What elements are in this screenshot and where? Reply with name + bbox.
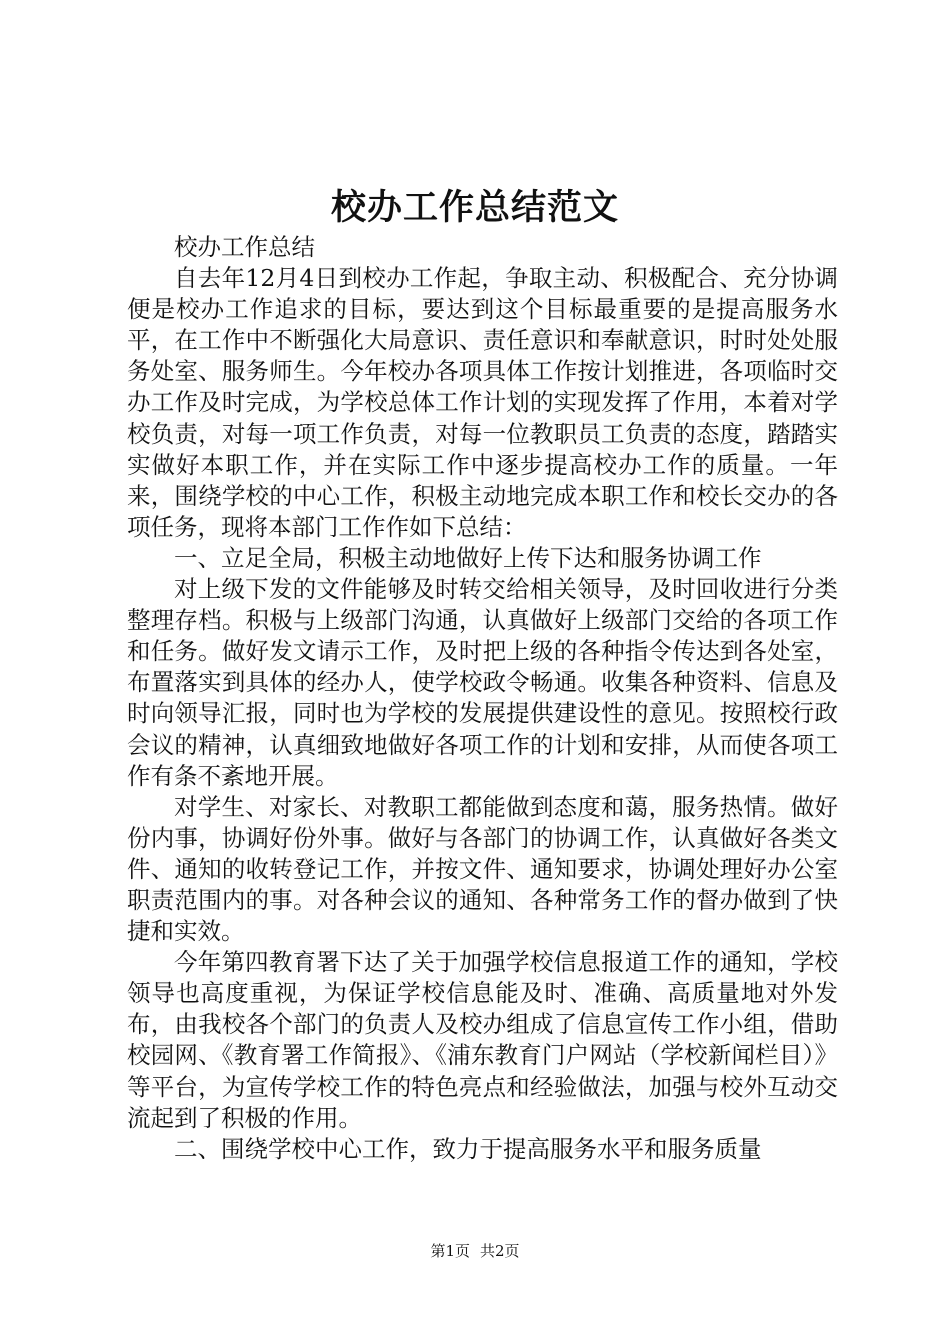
- document-body: [127, 232, 838, 1165]
- page-footer: [0, 1240, 950, 1262]
- body-paragraph: 今年第四教育署下达了关于加强学校信息报道工作的通知，学校领导也高度重视，为保证学校信息能及时、准确、高质量地对外发布，由我校各个部门的负责人及校办组成了信息宣传工作小组，借助校园网、《教育署工作简报》、《浦东教育门户网站（学校新闻栏目）》等平台，为宣传学校工作的特色亮点和经验做法，加强与校外互动交流起到了积极的作用。: [127, 948, 838, 1132]
- page-number: 第1页: [430, 1242, 470, 1260]
- page-total: 共2页: [480, 1242, 520, 1260]
- section-heading: 校办工作总结: [174, 233, 315, 261]
- body-paragraph: 自去年12月4日到校办工作起，争取主动、积极配合、充分协调便是校办工作追求的目标，要达到这个目标最重要的是提高服务水平，在工作中不断强化大局意识、责任意识和奉献意识，时时处处服务处室、服务师生。今年校办各项具体工作按计划推进，各项临时交办工作及时完成，为学校总体工作计划的实现发挥了作用，本着对学校负责，对每一项工作负责，对每一位教职员工负责的态度，踏踏实实做好本职工作，并在实际工作中逐步提高校办工作的质量。一年来，围绕学校的中心工作，积极主动地完成本职工作和校长交办的各项任务，现将本部门工作作如下总结：: [127, 264, 838, 541]
- section-heading: 一、立足全局，积极主动地做好上传下达和服务协调工作: [174, 543, 762, 572]
- body-paragraph: 对上级下发的文件能够及时转交给相关领导，及时回收进行分类整理存档。积极与上级部门沟通，认真做好上级部门交给的各项工作和任务。做好发文请示工作，及时把上级的各种指令传达到各处室，布置落实到具体的经办人，使学校政令畅通。收集各种资料、信息及时向领导汇报，同时也为学校的发展提供建设性的意见。按照校行政会议的精神，认真细致地做好各项工作的计划和安排，从而使各项工作有条不紊地开展。: [127, 575, 838, 790]
- section-heading: 二、围绕学校中心工作，致力于提高服务水平和服务质量: [174, 1134, 762, 1163]
- body-paragraph: 对学生、对家长、对教职工都能做到态度和蔼，服务热情。做好份内事，协调好份外事。做好与各部门的协调工作，认真做好各类文件、通知的收转登记工作，并按文件、通知要求，协调处理好办公室职责范围内的事。对各种会议的通知、各种常务工作的督办做到了快捷和实效。: [127, 792, 838, 946]
- document-title: 校办工作总结范文: [330, 187, 619, 228]
